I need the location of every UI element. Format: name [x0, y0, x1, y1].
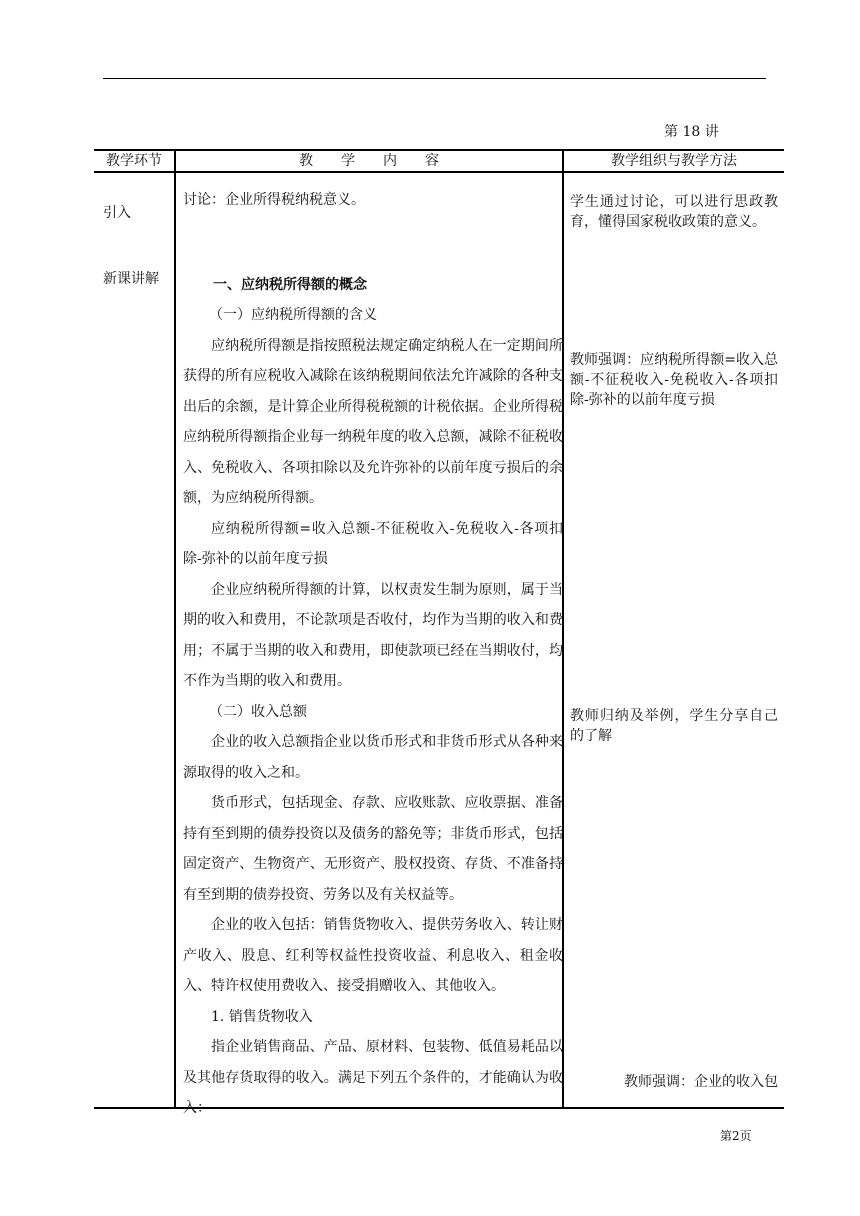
discussion-text: 讨论：企业所得税纳税意义。 — [183, 192, 365, 208]
method-formula-emphasis: 教师强调：应纳税所得额=收入总额-不征税收入-免税收入-各项扣除-弥补的以前年度亏损 — [570, 352, 778, 408]
header-method: 教学组织与教学方法 — [611, 153, 737, 169]
method-summary: 教师归纳及举例，学生分享自己的了解 — [570, 708, 778, 744]
item-sales-income: 1. 销售货物收入 — [211, 1008, 313, 1025]
spacer — [183, 216, 563, 246]
method-income-emphasis: 教师强调：企业的收入包 — [624, 1074, 778, 1090]
paragraph-accrual: 企业应纳税所得额的计算，以权责发生制为原则，属于当期的收入和费用，不论款项是否收付，均作为当期的收入和费用；不属于当期的收入和费用，即使款项已经在当期收付，均不作为当期的收入和费用。 — [183, 581, 563, 689]
stage-intro: 引入 — [103, 205, 131, 221]
section-heading-1: 一、应纳税所得额的概念 — [213, 276, 367, 293]
header-bottom-border — [94, 171, 784, 173]
header-stage: 教学环节 — [106, 153, 162, 169]
column-divider-1 — [174, 149, 176, 1109]
stage-new-lesson: 新课讲解 — [103, 271, 159, 287]
lesson-table — [94, 149, 784, 1116]
teaching-content — [183, 185, 563, 1124]
method-discussion: 学生通过讨论，可以进行思政教育，懂得国家税收政策的意义。 — [570, 194, 778, 230]
lecture-number: 第 18 讲 — [664, 124, 719, 140]
paragraph-income-types: 企业的收入包括：销售货物收入、提供劳务收入、转让财产收入、股息、红利等权益性投资收益、利息收入、租金收入、特许权使用费收入、接受捐赠收入、其他收入。 — [183, 917, 563, 994]
paragraph-sales-definition: 指企业销售商品、产品、原材料、包装物、低值易耗品以及其他存货取得的收入。满足下列五个条件的，才能确认为收入： — [183, 1039, 563, 1116]
subsection-heading-1: （一）应纳税所得额的含义 — [209, 307, 377, 323]
header-rule — [103, 78, 766, 79]
page-number: 第2页 — [720, 1129, 752, 1143]
subsection-heading-2: （二）收入总额 — [209, 703, 307, 720]
header-content: 教 学 内 容 — [299, 153, 439, 169]
paragraph-monetary-forms: 货币形式，包括现金、存款、应收账款、应收票据、准备持有至到期的债券投资以及债务的豁免等；非货币形式，包括固定资产、生物资产、无形资产、股权投资、存货、不准备持有至到期的债券投资、劳务以及有关权益等。 — [183, 795, 563, 903]
paragraph-definition: 应纳税所得额是指按照税法规定确定纳税人在一定期间所获得的所有应税收入减除在该纳税期间依法允许减除的各种支出后的余额，是计算企业所得税税额的计税依据。企业所得税应纳税所得额指企业每一纳税年度的收入总额，减除不征税收入、免税收入、各项扣除以及允许弥补的以前年度亏损后的余额，为应纳税所得额。 — [183, 337, 563, 506]
paragraph-total-income: 企业的收入总额指企业以货币形式和非货币形式从各种来源取得的收入之和。 — [183, 734, 563, 781]
paragraph-formula: 应纳税所得额=收入总额-不征税收入-免税收入-各项扣除-弥补的以前年度亏损 — [183, 520, 563, 567]
